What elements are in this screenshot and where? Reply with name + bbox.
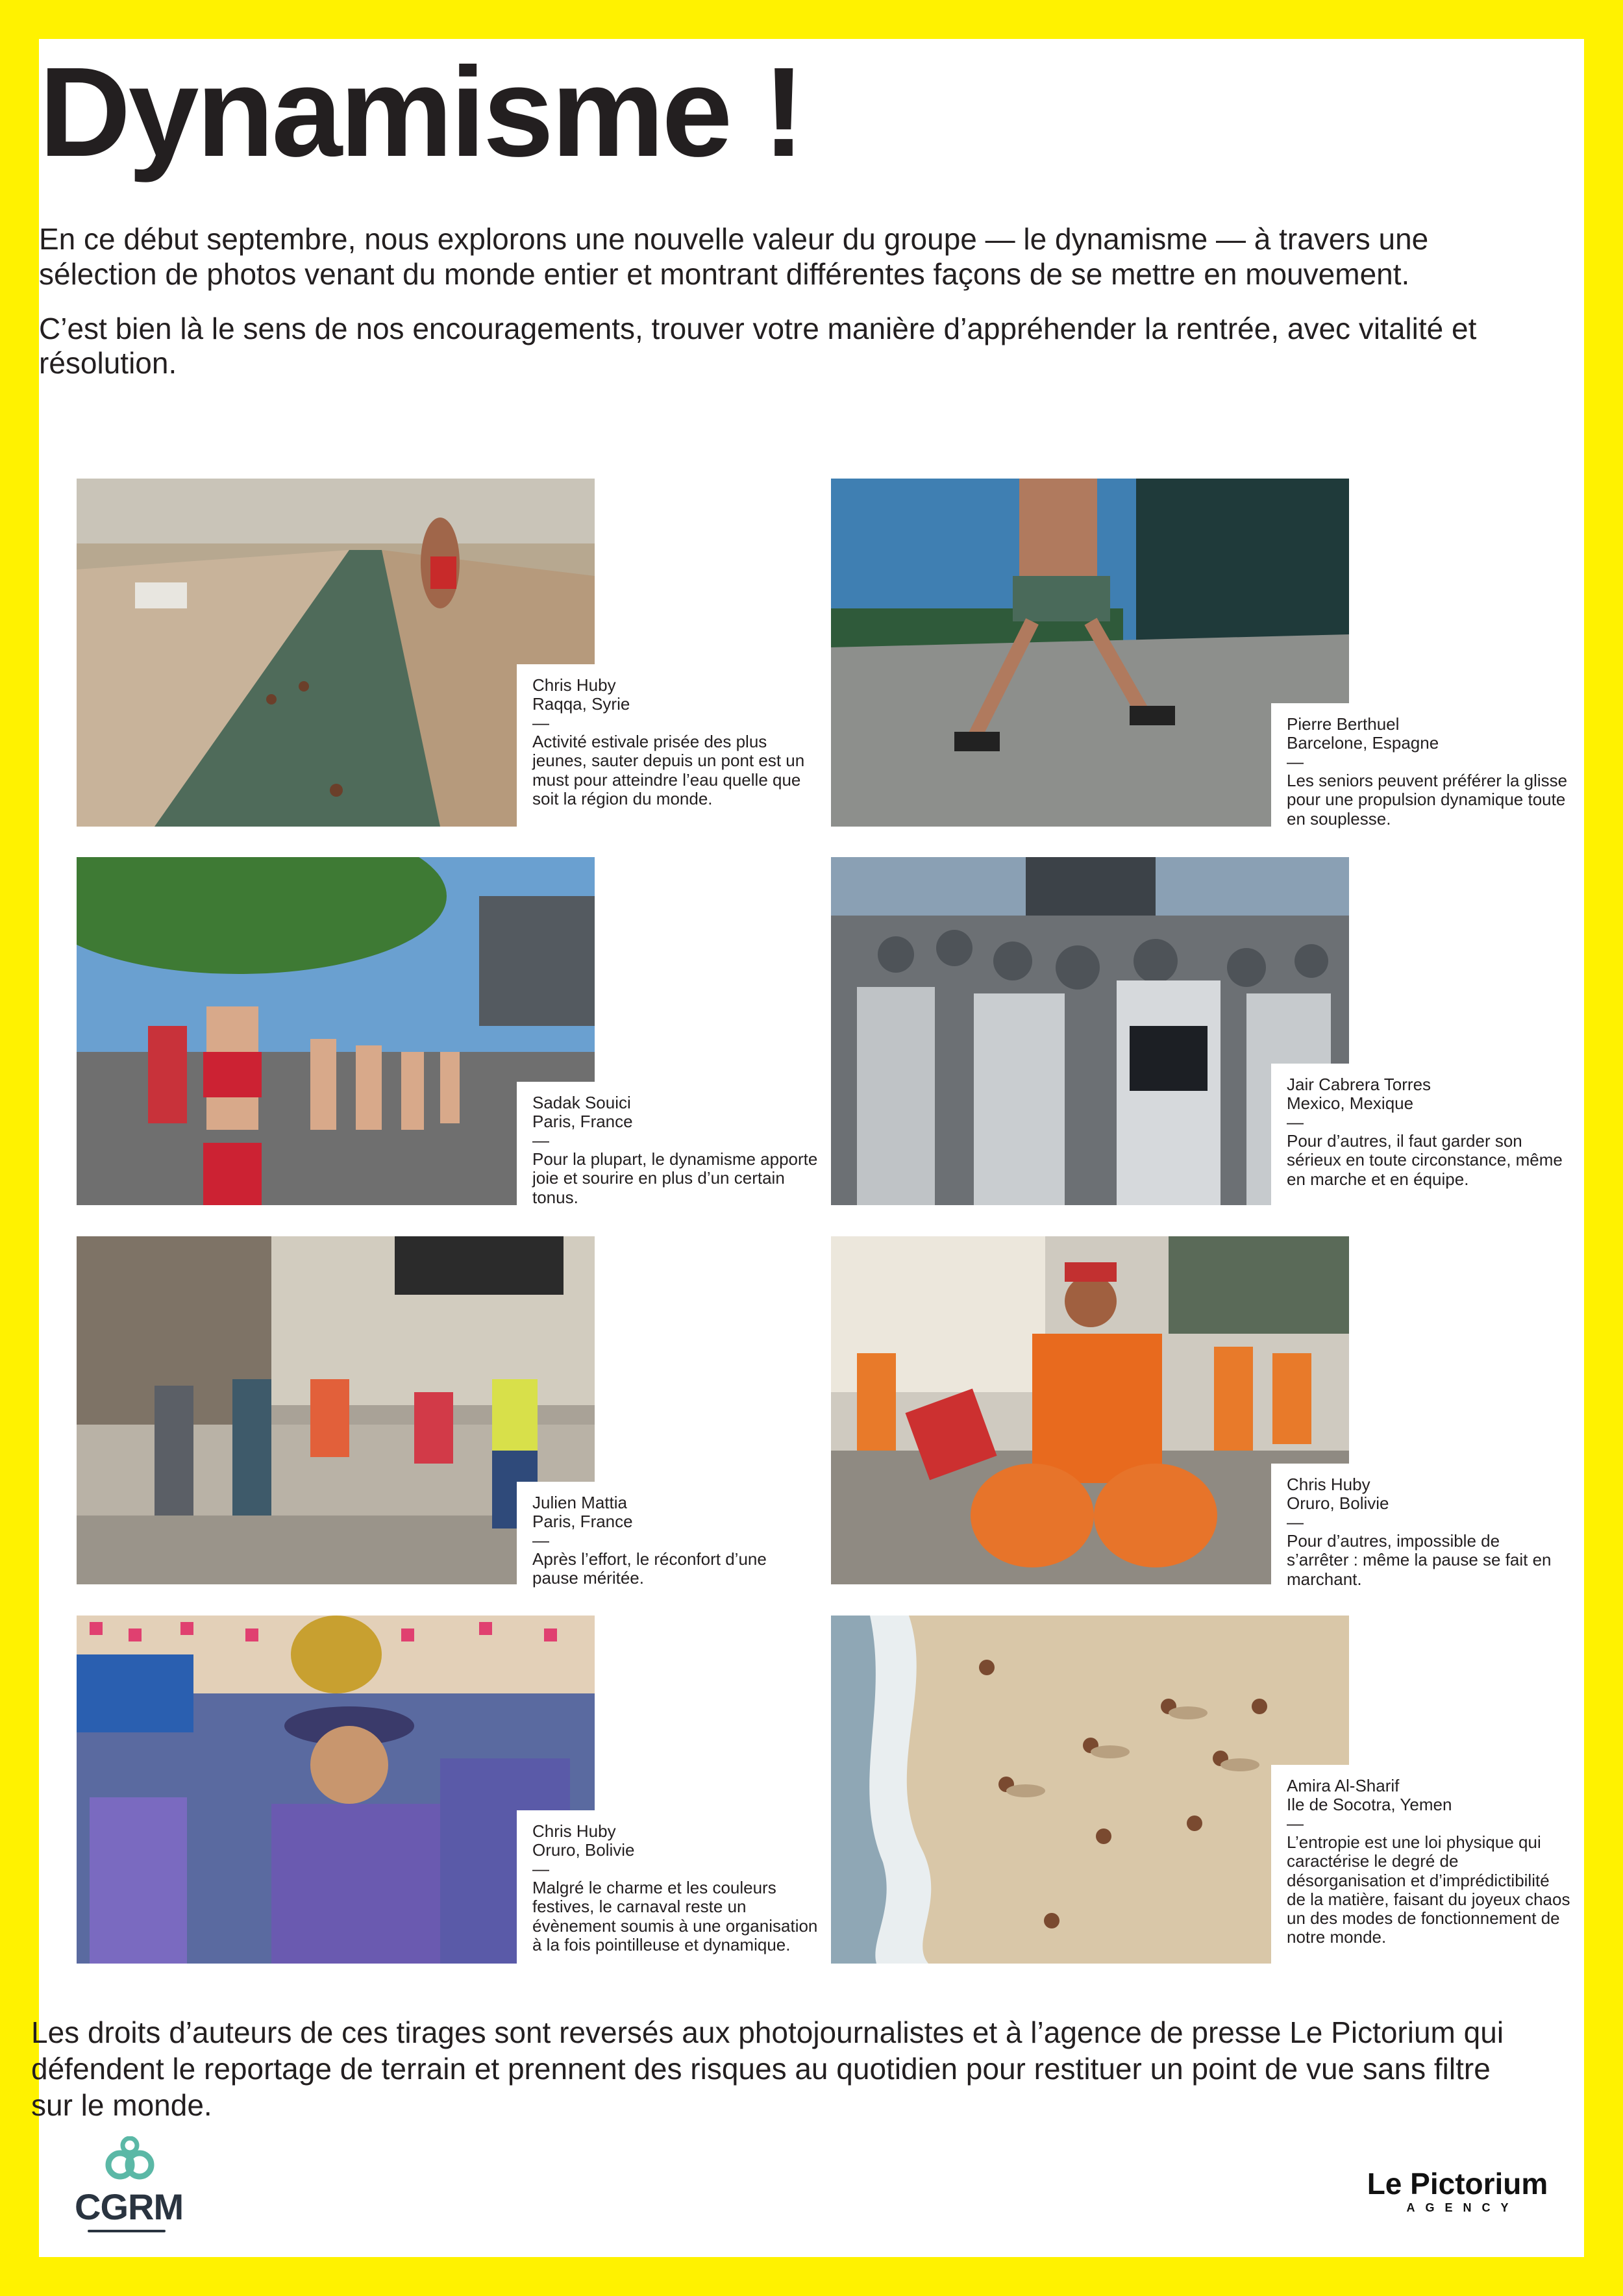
caption-7: [517, 1810, 818, 1984]
cgrm-underline: [88, 2230, 166, 2232]
caption-3: [517, 1082, 818, 1230]
caption-separator: —: [1287, 752, 1304, 772]
caption-author: Amira Al-Sharif: [1287, 1776, 1400, 1795]
intro-paragraph-2: C’est bien là le sens de nos encouragements, trouver votre manière d’appréhender la rentrée, avec vitalité et résolution.: [39, 311, 1477, 381]
caption-author: Chris Huby: [532, 1821, 616, 1841]
caption-place: Raqqa, Syrie: [532, 694, 630, 714]
caption-author: Sadak Souici: [532, 1093, 631, 1112]
caption-author: Jair Cabrera Torres: [1287, 1075, 1431, 1094]
caption-place: Oruro, Bolivie: [1287, 1493, 1389, 1514]
caption-6: [1271, 1464, 1559, 1605]
caption-separator: —: [532, 713, 549, 733]
caption-8: [1271, 1765, 1572, 1991]
cgrm-logo: [75, 2136, 192, 2234]
caption-place: Barcelone, Espagne: [1287, 733, 1439, 753]
caption-separator: —: [1287, 1112, 1304, 1132]
pictorium-wordmark: Le Pictorium: [1367, 2167, 1548, 2201]
cgrm-mark-icon: [101, 2136, 159, 2182]
caption-place: Oruro, Bolivie: [532, 1840, 635, 1860]
caption-text: Après l’effort, le réconfort d’une pause méritée.: [532, 1549, 767, 1588]
page-title: Dynamisme !: [39, 41, 803, 183]
caption-author: Chris Huby: [532, 675, 616, 695]
caption-text: Malgré le charme et les couleurs festives, le carnaval reste un évènement soumis à une organisation à la fois pointilleuse et dynamique.: [532, 1878, 818, 1954]
caption-separator: —: [532, 1530, 549, 1551]
caption-author: Pierre Berthuel: [1287, 714, 1400, 734]
caption-text: Les seniors peuvent préférer la glisse pour une propulsion dynamique toute en souplesse.: [1287, 771, 1568, 829]
caption-author: Julien Mattia: [532, 1493, 627, 1512]
caption-text: Pour d’autres, impossible de s’arrêter : même la pause se fait en marchant.: [1287, 1531, 1552, 1589]
caption-place: Ile de Socotra, Yemen: [1287, 1795, 1452, 1815]
caption-5: [517, 1482, 805, 1597]
caption-4: [1271, 1064, 1572, 1238]
pictorium-logo: [1360, 2169, 1555, 2221]
caption-place: Paris, France: [532, 1512, 633, 1532]
caption-place: Paris, France: [532, 1112, 633, 1132]
caption-separator: —: [1287, 1512, 1304, 1532]
caption-text: Pour d’autres, il faut garder son sérieux en toute circonstance, même en marche et en équipe.: [1287, 1131, 1563, 1189]
caption-text: L’entropie est une loi physique qui caractérise le degré de désorganisation et d’imprédictibilité de la matière, faisant du joyeux chaos un des modes de fonctionnement de notre monde.: [1287, 1832, 1570, 1947]
caption-author: Chris Huby: [1287, 1475, 1370, 1494]
caption-separator: —: [1287, 1814, 1304, 1834]
caption-place: Mexico, Mexique: [1287, 1093, 1414, 1114]
caption-separator: —: [532, 1130, 549, 1151]
copyright-note: Les droits d’auteurs de ces tirages sont reversés aux photojournalistes et à l’agence de presse Le Pictorium qui défendent le reportage de terrain et prennent des risques au quotidien pour restituer un point de vue sans filtre sur le monde.: [31, 2015, 1504, 2123]
caption-separator: —: [532, 1859, 549, 1879]
caption-1: [517, 664, 805, 838]
pictorium-subtitle: AGENCY: [1406, 2201, 1519, 2214]
intro-paragraph-1: En ce début septembre, nous explorons une nouvelle valeur du groupe — le dynamisme — à travers une sélection de photos venant du monde entier et montrant différentes façons de se mettre en mouvement.: [39, 222, 1429, 291]
caption-text: Activité estivale prisée des plus jeunes, sauter depuis un pont est un must pour atteindre l’eau quelle que soit la région du monde.: [532, 732, 805, 808]
cgrm-wordmark: CGRM: [75, 2186, 184, 2227]
caption-2: [1271, 703, 1572, 845]
intro-text: [39, 222, 1513, 401]
caption-text: Pour la plupart, le dynamisme apporte joie et sourire en plus d’un certain tonus.: [532, 1149, 818, 1207]
